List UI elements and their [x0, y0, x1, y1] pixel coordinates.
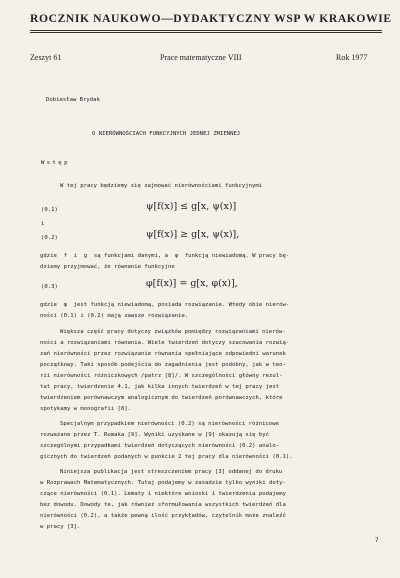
- page-number: 7: [375, 537, 379, 544]
- para3-line: w Rozprawach Matematycznych. Tutaj podajemy w zasadzie tylko wyniki doty-: [40, 480, 286, 486]
- text-a-line: dziemy przyjmować, że równanie funkcyjne: [40, 264, 175, 270]
- para1-line: ności a rozwiązaniami równania. Wiele twierdzeń dotyczy szacowania rozwią-: [40, 340, 290, 346]
- eq2-formula: ψ[f(x)] ≥ g[x, ψ(x)],: [146, 229, 240, 240]
- series-label: Prace matematyczne VIII: [160, 53, 242, 62]
- para1-line: zań nierówności przez rozwiązanie równania spełniające odpowiedni warunek: [40, 351, 286, 357]
- paper-title: O NIERÓWNOŚCIACH FUNKCYJNYCH JEDNEJ ZMIENNEJ: [92, 131, 241, 137]
- para2-line: rozważane przez T. Rumaka [9]. Wyniki uzyskane w [9] okazują się być: [40, 432, 270, 438]
- eq1-label: (0.1): [41, 207, 58, 213]
- section-heading: Wstęp: [41, 160, 70, 166]
- para2-line: Specjalnym przypadkiem nierówności (0.2) są nierówności różnicowe: [60, 421, 279, 427]
- para2-line: gicznych do twierdzeń podanych w punkcie 2 tej pracy dla nierówności (0.1).: [40, 454, 293, 460]
- header-rule-top: [30, 30, 382, 31]
- text-b-line: ności (0.1) i (0.2) mają zawsze rozwiązanie.: [40, 313, 189, 319]
- para3-line: w pracy [3].: [40, 524, 81, 530]
- para3-line: czące nierówności (0.1). Lematy i niektóre wnioski i twierdzenia podajemy: [40, 491, 286, 497]
- header-rule-bottom: [30, 32, 382, 33]
- eq3-formula: φ[f(x)] = g[x, φ(x)],: [146, 278, 238, 289]
- para1-line: twierdzeniem porównawczym analogicznym do twierdzeń porównawczych, które: [40, 395, 283, 401]
- journal-title: ROCZNIK NAUKOWO—DYDAKTYCZNY WSP W KRAKOWIE: [30, 12, 392, 25]
- eq1-formula: ψ[f(x)] ≤ g[x, ψ(x)]: [146, 201, 237, 212]
- eq2-label: (0.2): [41, 235, 58, 241]
- para2-line: szczególnymi przypadkami twierdzeń dotyczących nierówności (0.2) analo-: [40, 443, 280, 449]
- para3-line: Niniejsza publikacja jest streszczeniem pracy [3] oddanej do druku: [60, 469, 283, 475]
- issue-label: Zeszyt 61: [30, 53, 62, 62]
- conjunction: i: [41, 221, 45, 227]
- year-label: Rok 1977: [336, 53, 368, 62]
- text-a-line: gdzie f i g są funkcjami danymi, a ψ funkcją niewiadomą. W pracy bę-: [40, 253, 290, 259]
- para1-line: spotykamy w monografii [8].: [40, 406, 131, 412]
- intro-text: W tej pracy będziemy się zajmować nierównościami funkcyjnymi: [60, 183, 263, 189]
- para3-line: nierówności (0.2), a także pewną ilość przykładów, czytelnik może znaleźć: [40, 513, 286, 519]
- eq3-label: (0.3): [41, 284, 58, 290]
- para1-line: rii nierówności różniczkowych /patrz [8]/. W szczególności główny rezul-: [40, 373, 283, 379]
- para1-line: początkowy. Taki sposób podejścia do zagadnienia jest podobny, jak w teo-: [40, 362, 286, 368]
- para1-line: tat pracy, twierdzenie 4.1, jak kilka innych twierdzeń w tej pracy jest: [40, 384, 280, 390]
- para1-line: Większa część pracy dotyczy związków pomiędzy rozwiązaniami nierów-: [60, 329, 286, 335]
- author: Dobiesław Brydak: [46, 97, 100, 103]
- para3-line: bez dowodu. Dowody te, jak również sformułowania wszystkich twierdzeń dla: [40, 502, 286, 508]
- text-b-line: gdzie φ jest funkcją niewiadomą, posiada rozwiązanie. Wtedy obie nierów-: [40, 302, 290, 308]
